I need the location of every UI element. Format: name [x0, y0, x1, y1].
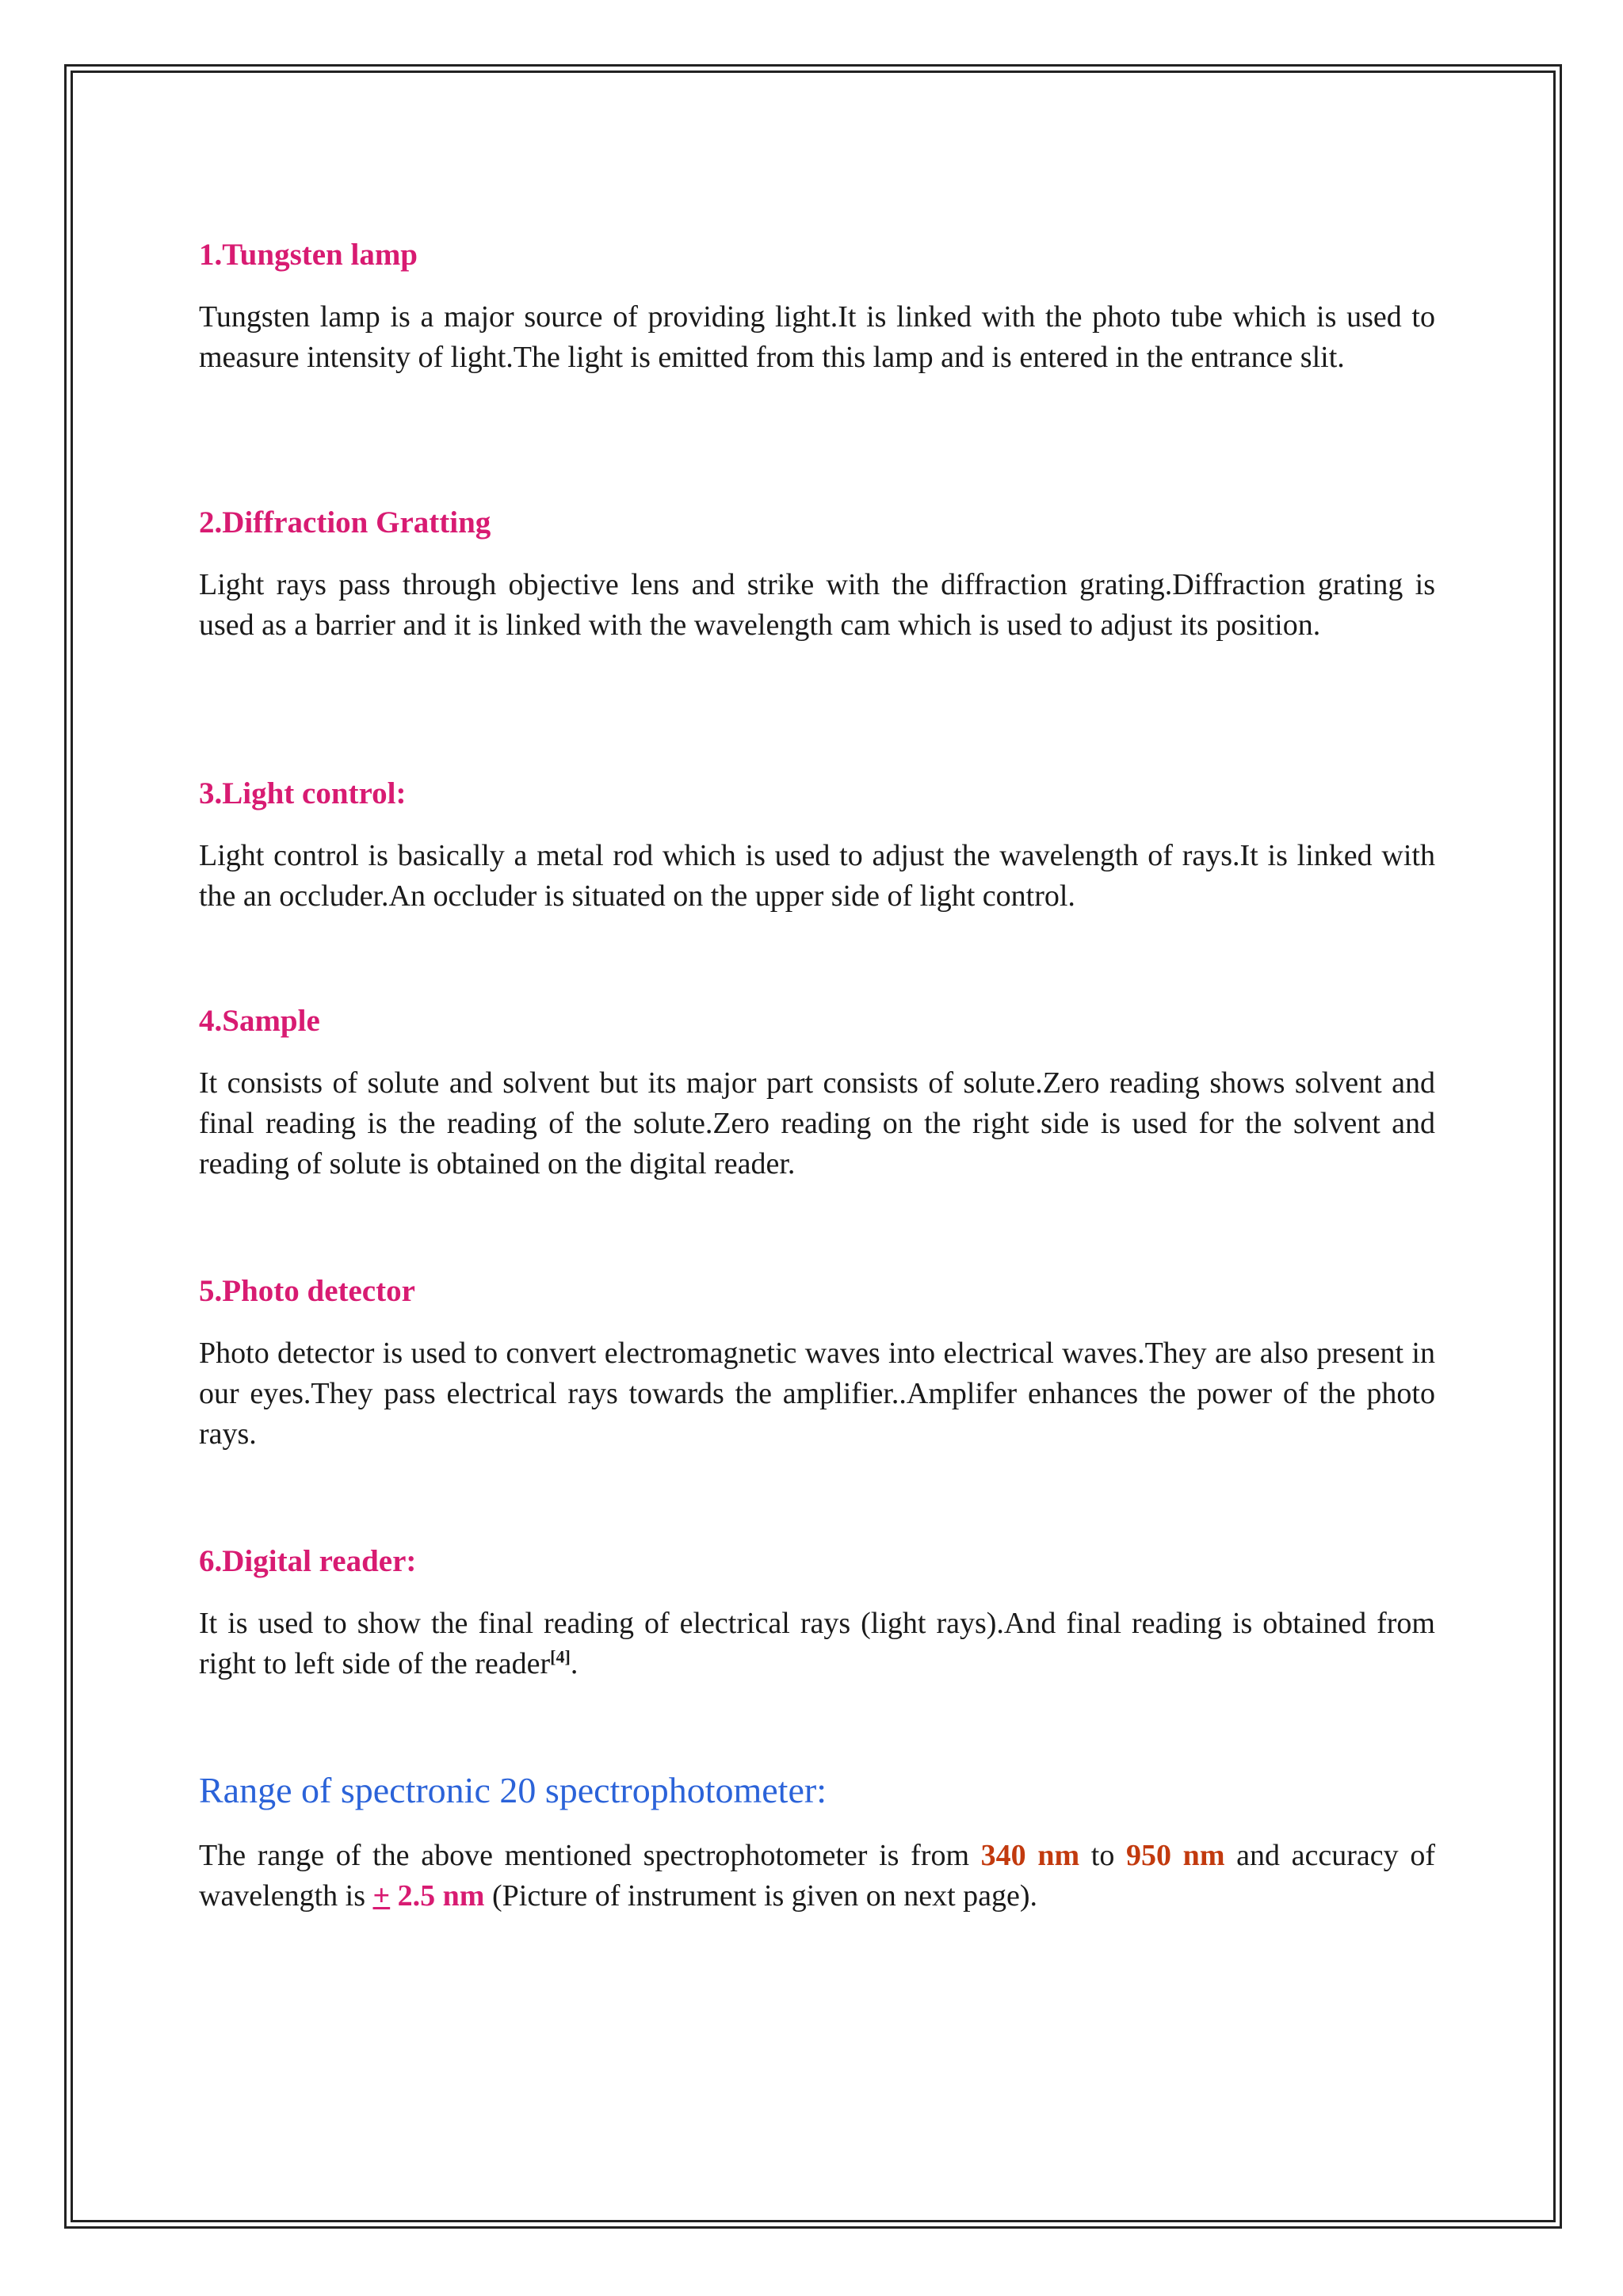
section-text-digital-reader	[199, 1604, 1435, 1684]
section-title-photo-detector: 5.Photo detector	[199, 1274, 415, 1308]
range-low-value: 340 nm	[980, 1839, 1080, 1872]
range-text-part-1: The range of the above mentioned spectrophotometer is from	[199, 1839, 981, 1872]
digital-reader-text: It is used to show the final reading of electrical rays (light rays).And final reading is obtained from right to left side of the reader	[199, 1607, 1435, 1680]
digital-reader-period: .	[570, 1647, 579, 1680]
section-title-diffraction-grating: 2.Diffraction Gratting	[199, 505, 491, 540]
section-title-light-control: 3.Light control:	[199, 776, 407, 810]
section-title-sample: 4.Sample	[199, 1004, 320, 1038]
section-title-tungsten-lamp: 1.Tungsten lamp	[199, 238, 418, 272]
plus-minus-symbol: +	[372, 1879, 391, 1913]
section-text-light-control: Light control is basically a metal rod which is used to adjust the wavelength of rays.It is linked with the an occluder.An occluder is situated on the upper side of light control.	[199, 839, 1435, 913]
section-text-photo-detector: Photo detector is used to convert electromagnetic waves into electrical waves.They are also present in our eyes.They pass electrical rays towards the amplifier..Amplifer enhances the power of the photo rays.	[199, 1337, 1435, 1451]
range-heading: Range of spectronic 20 spectrophotometer:	[199, 1770, 827, 1810]
section-title-digital-reader: 6.Digital reader:	[199, 1544, 417, 1578]
range-text	[199, 1836, 1435, 1917]
section-text-diffraction-grating: Light rays pass through objective lens and strike with the diffraction grating.Diffraction grating is used as a barrier and it is linked with the wavelength cam which is used to adjust its position.	[199, 568, 1435, 642]
range-text-part-4: (Picture of instrument is given on next page).	[484, 1879, 1038, 1913]
citation-reference: [4]	[550, 1646, 571, 1667]
range-text-part-3: and accuracy of wavelength is	[199, 1839, 1435, 1913]
section-text-sample: It consists of solute and solvent but its major part consists of solute.Zero reading shows solvent and final reading is the reading of the solute.Zero reading on the right side is used for the solvent and reading of solute is obtained on the digital reader.	[199, 1066, 1435, 1180]
range-text-part-2: to	[1079, 1839, 1127, 1872]
accuracy-value: 2.5 nm	[390, 1879, 485, 1913]
range-high-value: 950 nm	[1126, 1839, 1225, 1872]
section-text-tungsten-lamp: Tungsten lamp is a major source of providing light.It is linked with the photo tube which is used to measure intensity of light.The light is emitted from this lamp and is entered in the entrance slit.	[199, 300, 1435, 374]
